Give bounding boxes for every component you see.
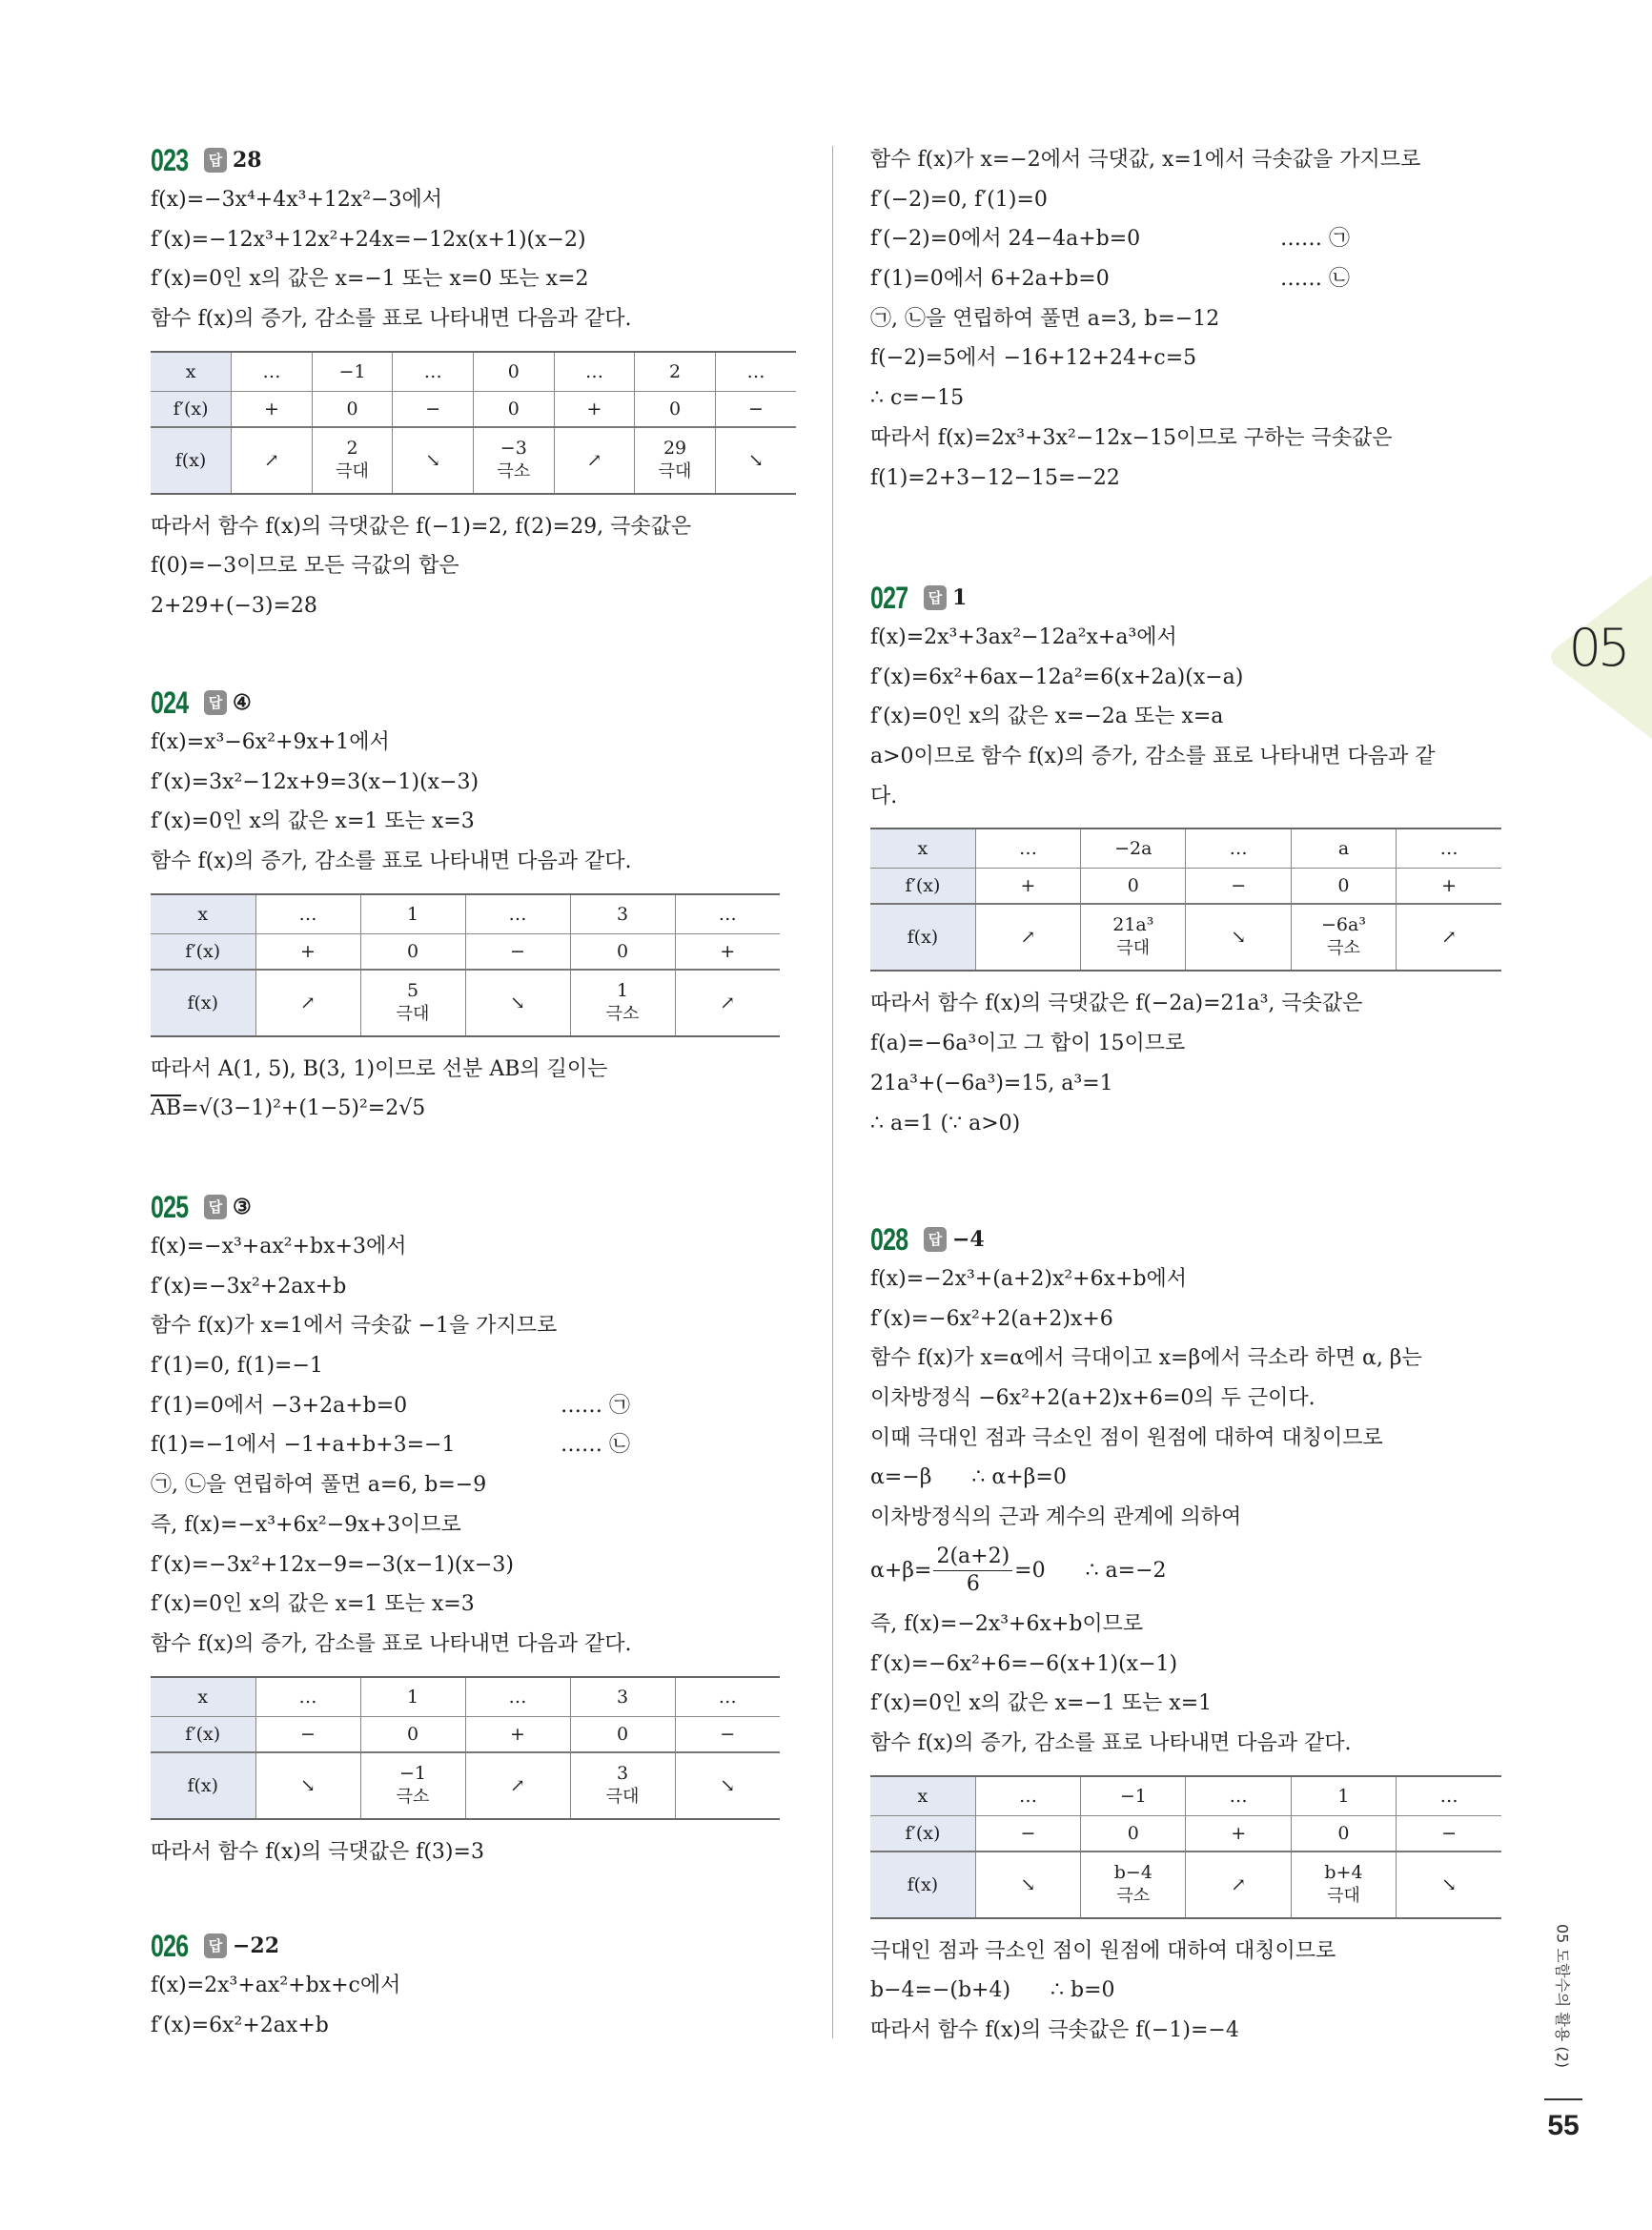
equation-text: f′(1)=0에서 6+2a+b=0 bbox=[870, 267, 1110, 292]
table-cell: + bbox=[675, 933, 780, 970]
row-function bbox=[870, 1852, 1501, 1918]
row-x bbox=[870, 1776, 1501, 1816]
table-cell bbox=[635, 427, 716, 494]
table-cell: … bbox=[554, 352, 635, 392]
table-cell: ↘ bbox=[255, 1752, 360, 1819]
solution-line: 따라서 함수 f(x)의 극댓값은 f(−2a)=21a³, 극솟값은 bbox=[870, 992, 1363, 1016]
table-cell: 0 bbox=[312, 391, 393, 427]
table-cell: −2a bbox=[1081, 829, 1186, 869]
answer-value: 28 bbox=[233, 148, 262, 173]
table-cell: −1 bbox=[1081, 1776, 1186, 1816]
table-cell bbox=[570, 970, 675, 1036]
solution-line: f(x)=2x³+ax²+bx+c에서 bbox=[151, 1974, 401, 1997]
table-cell: … bbox=[675, 894, 780, 934]
problem-header bbox=[151, 1187, 799, 1227]
fraction-line bbox=[870, 1538, 1519, 1605]
row-x bbox=[151, 352, 796, 392]
row-function bbox=[870, 904, 1501, 971]
solution-line: f′(x)=0인 x의 값은 x=1 또는 x=3 bbox=[151, 1592, 475, 1617]
table-cell: + bbox=[1186, 1815, 1291, 1852]
extremum-label: 극대 bbox=[658, 460, 692, 481]
equation-line bbox=[870, 219, 1519, 259]
table-cell: … bbox=[715, 352, 796, 392]
table-cell bbox=[1291, 1852, 1396, 1918]
problem-number: 026 bbox=[151, 1928, 189, 1963]
solution-line: f′(x)=0인 x의 값은 x=−1 또는 x=1 bbox=[870, 1691, 1213, 1716]
table-cell: … bbox=[393, 352, 474, 392]
table-cell: … bbox=[465, 894, 570, 934]
solution-line: 2+29+(−3)=28 bbox=[151, 594, 317, 619]
extremum-value: −6a³ bbox=[1321, 914, 1366, 936]
fraction-denominator: 6 bbox=[966, 1572, 980, 1597]
fraction bbox=[933, 1544, 1012, 1598]
extremum-label: 극대 bbox=[336, 460, 369, 481]
extremum-value: −1 bbox=[398, 1762, 426, 1784]
table-cell: 0 bbox=[570, 933, 675, 970]
table-row-header: f′(x) bbox=[151, 1716, 255, 1752]
solution-line: 이때 극대인 점과 극소인 점이 원점에 대하여 대칭이므로 bbox=[870, 1425, 1383, 1450]
extremum-value: 29 bbox=[663, 437, 687, 459]
table-cell bbox=[474, 427, 555, 494]
solution-line: f(x)=x³−6x²+9x+1에서 bbox=[151, 730, 390, 754]
table-row-header: f(x) bbox=[151, 427, 232, 494]
table-cell: ↗ bbox=[1397, 904, 1501, 971]
solution-line: f′(1)=0, f(1)=−1 bbox=[151, 1354, 323, 1379]
table-cell bbox=[312, 427, 393, 494]
table-cell: −1 bbox=[312, 352, 393, 392]
table-cell: 0 bbox=[1291, 1815, 1396, 1852]
row-derivative bbox=[151, 391, 796, 427]
extremum-label: 극소 bbox=[1116, 1885, 1151, 1906]
solution-line: 다. bbox=[870, 784, 898, 808]
table-cell: 1 bbox=[360, 894, 465, 934]
row-function bbox=[151, 970, 780, 1036]
table-row-header: f′(x) bbox=[151, 391, 232, 427]
solution-line: 따라서 함수 f(x)의 극댓값은 f(3)=3 bbox=[151, 1839, 484, 1864]
answer-badge: 답 bbox=[204, 1195, 227, 1219]
table-row-header: x bbox=[870, 829, 975, 869]
table-cell: ↗ bbox=[554, 427, 635, 494]
table-cell: + bbox=[1397, 869, 1501, 905]
table-cell: + bbox=[465, 1716, 570, 1752]
table-row-header: x bbox=[151, 894, 255, 934]
solution-line: f′(−2)=0, f′(1)=0 bbox=[870, 187, 1048, 212]
answer-badge: 답 bbox=[204, 1933, 227, 1958]
extremum-value: b−4 bbox=[1113, 1861, 1152, 1883]
equation-text: f′(−2)=0에서 24−4a+b=0 bbox=[870, 227, 1141, 252]
table-cell: a bbox=[1291, 829, 1396, 869]
extremum-value: 3 bbox=[616, 1762, 629, 1784]
problem-number: 023 bbox=[151, 142, 189, 177]
table-row-header: x bbox=[151, 1677, 255, 1717]
extremum-value: 2 bbox=[346, 437, 358, 459]
chapter-running-title: 05 도함수의 활용 (2) bbox=[1553, 1923, 1572, 2069]
table-cell: … bbox=[1397, 829, 1501, 869]
equation-text: f′(1)=0에서 −3+2a+b=0 bbox=[151, 1393, 408, 1418]
table-cell: … bbox=[255, 894, 360, 934]
problem-number: 025 bbox=[151, 1189, 189, 1224]
table-cell: … bbox=[675, 1677, 780, 1717]
table-cell: − bbox=[465, 933, 570, 970]
solution-line: f′(x)=6x²+2ax+b bbox=[151, 2013, 329, 2037]
table-cell: … bbox=[232, 352, 313, 392]
segment-label: $\overline{AB}$ bbox=[151, 1096, 182, 1121]
table-row-header: f(x) bbox=[870, 904, 975, 971]
solution-line: f(x)=−x³+ax²+bx+3에서 bbox=[151, 1235, 407, 1258]
table-cell: ↗ bbox=[232, 427, 313, 494]
variation-table bbox=[870, 828, 1501, 972]
table-row-header: f(x) bbox=[151, 970, 255, 1036]
table-cell: … bbox=[975, 829, 1080, 869]
solution-line: f(x)=−2x³+(a+2)x²+6x+b에서 bbox=[870, 1267, 1188, 1291]
problem-number: 024 bbox=[151, 685, 189, 720]
solution-line: ㉠, ㉡을 연립하여 풀면 a=3, b=−12 bbox=[870, 306, 1220, 331]
solution-line: 따라서 함수 f(x)의 극솟값은 f(−1)=−4 bbox=[870, 2017, 1239, 2042]
problem-header bbox=[151, 1926, 799, 1966]
row-x bbox=[870, 829, 1501, 869]
table-cell: ↗ bbox=[675, 970, 780, 1036]
solution-line: ㉠, ㉡을 연립하여 풀면 a=6, b=−9 bbox=[151, 1473, 487, 1498]
solution-line: f′(x)=0인 x의 값은 x=−2a 또는 x=a bbox=[870, 705, 1224, 729]
solution-line: 함수 f(x)가 x=α에서 극대이고 x=β에서 극소라 하면 α, β는 bbox=[870, 1346, 1422, 1371]
solution-line: f′(x)=−6x²+6=−6(x+1)(x−1) bbox=[870, 1651, 1178, 1676]
table-cell: … bbox=[1186, 829, 1291, 869]
table-cell: … bbox=[465, 1677, 570, 1717]
table-cell: − bbox=[1186, 869, 1291, 905]
table-cell: 1 bbox=[360, 1677, 465, 1717]
row-x bbox=[151, 894, 780, 934]
column-divider bbox=[832, 146, 833, 2038]
table-row-header: x bbox=[151, 352, 232, 392]
equation-marker: …… ㉠ bbox=[561, 1393, 630, 1418]
solution-line: f′(x)=0인 x의 값은 x=−1 또는 x=0 또는 x=2 bbox=[151, 267, 589, 292]
extremum-value: 1 bbox=[616, 979, 629, 1001]
solution-line: 함수 f(x)가 x=−2에서 극댓값, x=1에서 극솟값을 가지므로 bbox=[870, 148, 1421, 172]
table-cell: + bbox=[975, 869, 1080, 905]
solution-line: f′(x)=6x²+6ax−12a²=6(x+2a)(x−a) bbox=[870, 665, 1244, 689]
solution-line: ∴ c=−15 bbox=[870, 386, 965, 411]
equation-line bbox=[151, 1386, 799, 1426]
solution-line: 즉, f(x)=−x³+6x²−9x+3이므로 bbox=[151, 1512, 461, 1537]
solution-line: f(0)=−3이므로 모든 극값의 합은 bbox=[151, 554, 459, 579]
solution-line: f′(x)=−3x²+2ax+b bbox=[151, 1274, 347, 1299]
solution-line: 이차방정식의 근과 계수의 관계에 의하여 bbox=[870, 1505, 1242, 1530]
table-cell: 3 bbox=[570, 1677, 675, 1717]
table-cell: 0 bbox=[474, 391, 555, 427]
variation-table bbox=[151, 1676, 780, 1820]
solution-line: 함수 f(x)의 증가, 감소를 표로 나타내면 다음과 같다. bbox=[151, 849, 632, 874]
solution-025 bbox=[151, 1187, 799, 1872]
extremum-label: 극대 bbox=[1116, 938, 1151, 959]
table-cell: … bbox=[1397, 1776, 1501, 1816]
solution-line: ∴ a=1 (∵ a>0) bbox=[870, 1111, 1021, 1135]
solution-line: 따라서 A(1, 5), B(3, 1)이므로 선분 AB의 길이는 bbox=[151, 1056, 608, 1081]
fraction-prefix: α+β= bbox=[870, 1559, 932, 1584]
extremum-label: 극대 bbox=[605, 1786, 640, 1807]
answer-value: ③ bbox=[233, 1195, 252, 1219]
table-row-header: f′(x) bbox=[151, 933, 255, 970]
table-cell: − bbox=[393, 391, 474, 427]
table-cell: 0 bbox=[1081, 1815, 1186, 1852]
table-cell: − bbox=[675, 1716, 780, 1752]
table-row-header: f′(x) bbox=[870, 869, 975, 905]
table-cell: 0 bbox=[474, 352, 555, 392]
fraction-numerator: 2(a+2) bbox=[933, 1544, 1012, 1571]
solution-line: b−4=−(b+4) ∴ b=0 bbox=[870, 1978, 1115, 2003]
equation-marker: …… ㉠ bbox=[1280, 227, 1350, 252]
equation-line bbox=[151, 1425, 799, 1465]
equation-text: =√(3−1)²+(1−5)²=2√5 bbox=[181, 1096, 426, 1121]
table-cell bbox=[1081, 904, 1186, 971]
solution-024 bbox=[151, 683, 799, 1129]
row-derivative bbox=[870, 869, 1501, 905]
solution-026-continued bbox=[870, 140, 1519, 498]
solution-026 bbox=[151, 1926, 799, 2045]
answer-value: −22 bbox=[233, 1933, 280, 1958]
problem-number: 027 bbox=[870, 580, 908, 615]
table-cell: 0 bbox=[360, 1716, 465, 1752]
answer-badge: 답 bbox=[924, 585, 947, 610]
solution-line: f(1)=2+3−12−15=−22 bbox=[870, 465, 1120, 490]
solution-line: f′(x)=−12x³+12x²+24x=−12x(x+1)(x−2) bbox=[151, 227, 586, 252]
solution-023 bbox=[151, 140, 799, 626]
answer-badge: 답 bbox=[204, 690, 227, 715]
table-row-header: f(x) bbox=[151, 1752, 255, 1819]
conclusion: ∴ a=−2 bbox=[1045, 1559, 1167, 1584]
solution-line: 이차방정식 −6x²+2(a+2)x+6=0의 두 근이다. bbox=[870, 1386, 1315, 1411]
table-cell: 0 bbox=[1291, 869, 1396, 905]
problem-header bbox=[151, 683, 799, 723]
table-cell: 0 bbox=[635, 391, 716, 427]
row-function bbox=[151, 1752, 780, 1819]
table-cell: … bbox=[975, 1776, 1080, 1816]
page-number-rule bbox=[1544, 2098, 1582, 2100]
table-cell: ↘ bbox=[715, 427, 796, 494]
table-cell: ↘ bbox=[975, 1852, 1080, 1918]
solution-028 bbox=[870, 1219, 1519, 2051]
row-derivative bbox=[151, 1716, 780, 1752]
page-number: 55 bbox=[1547, 2110, 1580, 2141]
row-derivative bbox=[870, 1815, 1501, 1852]
table-cell: − bbox=[975, 1815, 1080, 1852]
solution-line: 21a³+(−6a³)=15, a³=1 bbox=[870, 1071, 1113, 1095]
variation-table bbox=[151, 893, 780, 1037]
table-cell: … bbox=[255, 1677, 360, 1717]
table-cell: ↘ bbox=[1397, 1852, 1501, 1918]
variation-table bbox=[151, 351, 796, 495]
variation-table bbox=[870, 1775, 1501, 1919]
table-cell bbox=[570, 1752, 675, 1819]
solution-line: f(−2)=5에서 −16+12+24+c=5 bbox=[870, 346, 1197, 371]
table-cell: 0 bbox=[570, 1716, 675, 1752]
extremum-value: 21a³ bbox=[1112, 914, 1154, 936]
table-cell: + bbox=[255, 933, 360, 970]
table-cell: 2 bbox=[635, 352, 716, 392]
solution-line: 함수 f(x)의 증가, 감소를 표로 나타내면 다음과 같다. bbox=[151, 1631, 632, 1656]
solution-line: f′(x)=−3x²+12x−9=−3(x−1)(x−3) bbox=[151, 1552, 514, 1577]
extremum-value: b+4 bbox=[1324, 1861, 1363, 1883]
answer-value: 1 bbox=[952, 585, 968, 610]
table-cell: ↗ bbox=[255, 970, 360, 1036]
answer-value: −4 bbox=[952, 1227, 985, 1252]
table-cell bbox=[1291, 904, 1396, 971]
solution-line: 따라서 f(x)=2x³+3x²−12x−15이므로 구하는 극솟값은 bbox=[870, 425, 1393, 450]
extremum-label: 극소 bbox=[396, 1786, 430, 1807]
equation-marker: …… ㉡ bbox=[561, 1433, 630, 1458]
table-cell: ↘ bbox=[675, 1752, 780, 1819]
table-cell: ↘ bbox=[465, 970, 570, 1036]
equation-line bbox=[870, 259, 1519, 299]
solution-line: 따라서 함수 f(x)의 극댓값은 f(−1)=2, f(2)=29, 극솟값은 bbox=[151, 514, 692, 539]
fraction-suffix: =0 bbox=[1014, 1559, 1046, 1584]
table-cell: 1 bbox=[1291, 1776, 1396, 1816]
solution-line: a>0이므로 함수 f(x)의 증가, 감소를 표로 나타내면 다음과 같 bbox=[870, 745, 1436, 769]
table-cell: 0 bbox=[360, 933, 465, 970]
answer-badge: 답 bbox=[924, 1227, 947, 1252]
table-cell: 3 bbox=[570, 894, 675, 934]
solution-line: α=−β ∴ α+β=0 bbox=[870, 1465, 1067, 1490]
solution-line: f′(x)=0인 x의 값은 x=1 또는 x=3 bbox=[151, 809, 475, 834]
table-cell bbox=[360, 1752, 465, 1819]
table-cell: ↗ bbox=[975, 904, 1080, 971]
table-row-header: f′(x) bbox=[870, 1815, 975, 1852]
extremum-label: 극대 bbox=[396, 1003, 430, 1024]
equation-marker: …… ㉡ bbox=[1280, 267, 1350, 292]
extremum-label: 극소 bbox=[605, 1003, 640, 1024]
solution-line: f′(x)=3x²−12x+9=3(x−1)(x−3) bbox=[151, 769, 479, 794]
table-row-header: x bbox=[870, 1776, 975, 1816]
problem-header bbox=[870, 578, 1519, 618]
table-cell: − bbox=[715, 391, 796, 427]
extremum-label: 극대 bbox=[1327, 1885, 1360, 1906]
solution-line: f(x)=−3x⁴+4x³+12x²−3에서 bbox=[151, 188, 443, 212]
solution-line: 함수 f(x)의 증가, 감소를 표로 나타내면 다음과 같다. bbox=[870, 1730, 1352, 1755]
extremum-label: 극소 bbox=[497, 460, 531, 481]
problem-number: 028 bbox=[870, 1221, 908, 1257]
solution-line: 즉, f(x)=−2x³+6x+b이므로 bbox=[870, 1611, 1144, 1636]
table-cell: + bbox=[554, 391, 635, 427]
row-function bbox=[151, 427, 796, 494]
extremum-label: 극소 bbox=[1327, 938, 1360, 959]
solution-line: 극대인 점과 극소인 점이 원점에 대하여 대칭이므로 bbox=[870, 1938, 1336, 1963]
solution-line: f(a)=−6a³이고 그 합이 15이므로 bbox=[870, 1032, 1186, 1056]
table-cell bbox=[360, 970, 465, 1036]
solution-027 bbox=[870, 578, 1519, 1143]
table-cell: 0 bbox=[1081, 869, 1186, 905]
table-cell: ↗ bbox=[465, 1752, 570, 1819]
answer-badge: 답 bbox=[204, 148, 227, 173]
table-row-header: f(x) bbox=[870, 1852, 975, 1918]
extremum-value: 5 bbox=[406, 979, 419, 1001]
table-cell: ↗ bbox=[1186, 1852, 1291, 1918]
answer-value: ④ bbox=[233, 690, 252, 715]
row-x bbox=[151, 1677, 780, 1717]
table-cell bbox=[1081, 1852, 1186, 1918]
table-cell: + bbox=[232, 391, 313, 427]
problem-header bbox=[151, 140, 799, 180]
table-cell: − bbox=[255, 1716, 360, 1752]
solution-line: f(x)=2x³+3ax²−12a²x+a³에서 bbox=[870, 625, 1177, 649]
solution-line: 함수 f(x)가 x=1에서 극솟값 −1을 가지므로 bbox=[151, 1314, 558, 1339]
table-cell: … bbox=[1186, 1776, 1291, 1816]
solution-line: 함수 f(x)의 증가, 감소를 표로 나타내면 다음과 같다. bbox=[151, 307, 632, 332]
table-cell: ↘ bbox=[1186, 904, 1291, 971]
table-cell: ↘ bbox=[393, 427, 474, 494]
solution-line bbox=[151, 1089, 799, 1129]
problem-header bbox=[870, 1219, 1519, 1259]
chapter-tab-label: 05 bbox=[1568, 618, 1627, 678]
table-cell: − bbox=[1397, 1815, 1501, 1852]
equation-text: f(1)=−1에서 −1+a+b+3=−1 bbox=[151, 1433, 456, 1458]
extremum-value: −3 bbox=[500, 437, 527, 459]
row-derivative bbox=[151, 933, 780, 970]
solution-line: f′(x)=−6x²+2(a+2)x+6 bbox=[870, 1306, 1113, 1331]
